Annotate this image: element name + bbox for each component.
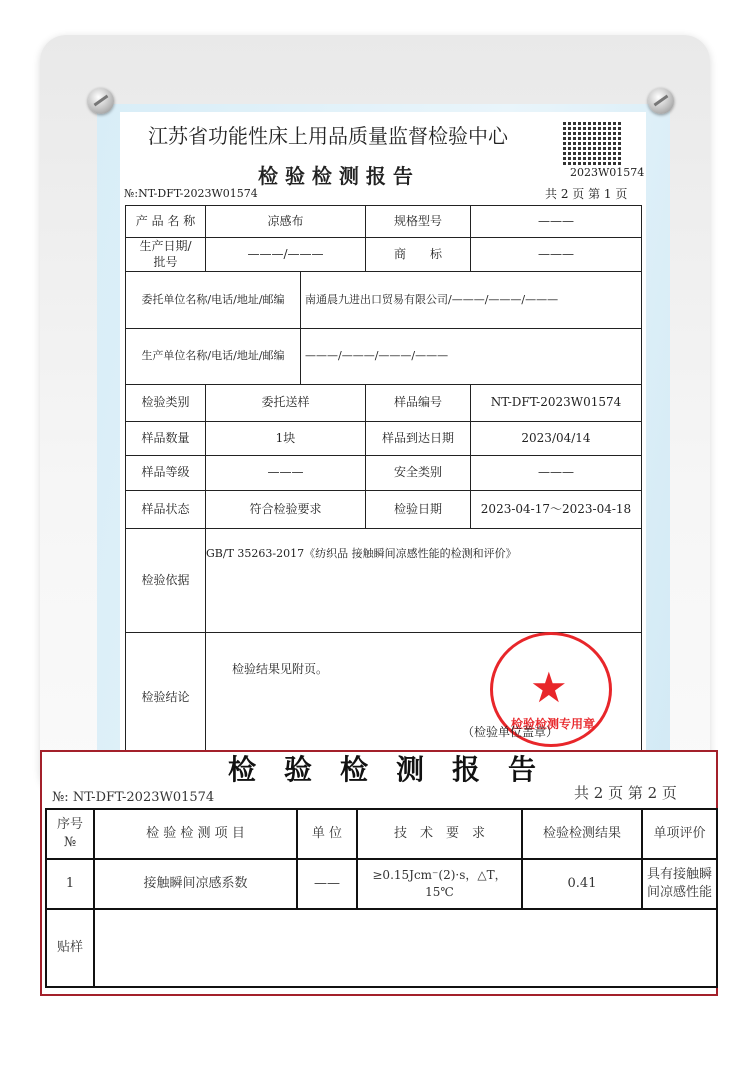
page2-page-info: 共 2 页 第 2 页 [574, 784, 677, 802]
label: 商 标 [365, 237, 471, 272]
qr-number: 2023W01574 [570, 166, 645, 179]
value: 1块 [205, 421, 366, 456]
value: NT-DFT-2023W01574 [470, 384, 642, 422]
report-page-2 [40, 750, 718, 996]
label: 检验类别 [125, 384, 206, 422]
star-icon: ★ [530, 663, 568, 712]
screw-icon [648, 88, 674, 114]
label: 产 品 名 称 [125, 205, 206, 238]
value: 符合检验要求 [205, 490, 366, 529]
label: 样品到达日期 [365, 421, 471, 456]
value: 凉感布 [205, 205, 366, 238]
header-unit: 单 位 [296, 808, 358, 860]
value: ———/——— [205, 237, 366, 272]
row-item: 接触瞬间凉感系数 [93, 858, 298, 910]
sample-label: 贴样 [45, 908, 95, 988]
conclusion-text: 检验结果见附页。 [232, 662, 329, 676]
value: GB/T 35263-2017《纺织品 接触瞬间凉感性能的检测和评价》 [205, 528, 642, 633]
report-number: №:NT-DFT-2023W01574 [124, 187, 258, 200]
label: 检验依据 [125, 528, 206, 633]
value: ——— [470, 237, 642, 272]
header-evaluation: 单项评价 [641, 808, 718, 860]
page-info: 共 2 页 第 1 页 [545, 187, 628, 201]
label: 规格型号 [365, 205, 471, 238]
value: 委托送样 [205, 384, 366, 422]
header-result: 检验检测结果 [521, 808, 643, 860]
row-no: 1 [45, 858, 95, 910]
sample-area [93, 908, 718, 988]
label: 检验日期 [365, 490, 471, 529]
row-evaluation: 具有接触瞬间凉感性能 [641, 858, 718, 910]
value: 2023-04-17～2023-04-18 [470, 490, 642, 529]
label: 样品编号 [365, 384, 471, 422]
org-name: 江苏省功能性床上用品质量监督检验中心 [148, 124, 508, 148]
screw-icon [88, 88, 114, 114]
label: 检验结论 [125, 632, 206, 762]
value: ———/———/———/——— [300, 328, 642, 385]
label: 样品等级 [125, 455, 206, 491]
value: 南通晨九进出口贸易有限公司/———/———/——— [300, 271, 642, 329]
label: 生产日期/批号 [125, 237, 206, 272]
qr-code [563, 121, 621, 165]
label: 安全类别 [365, 455, 471, 491]
header-item: 检 验 检 测 项 目 [93, 808, 298, 860]
row-unit: —— [296, 858, 358, 910]
row-result: 0.41 [521, 858, 643, 910]
label: 样品状态 [125, 490, 206, 529]
page2-title: 检 验 检 测 报 告 [228, 753, 537, 786]
seal-note: （检验单位盖章） [462, 725, 559, 739]
report-title: 检 验 检 测 报 告 [258, 164, 413, 188]
value: 2023/04/14 [470, 421, 642, 456]
label: 样品数量 [125, 421, 206, 456]
header-no: 序号 № [45, 808, 95, 860]
label: 委托单位名称/电话/地址/邮编 [125, 271, 301, 329]
header-requirement: 技 术 要 求 [356, 808, 523, 860]
value: ——— [470, 205, 642, 238]
value: ——— [470, 455, 642, 491]
row-requirement: ≥0.15Jcm⁻(2)·s，△T，15℃ [356, 858, 523, 910]
seal-center-text: 检验检测专用章 [510, 717, 595, 731]
label: 生产单位名称/电话/地址/邮编 [125, 328, 301, 385]
value: ——— [205, 455, 366, 491]
page2-report-number: №: NT-DFT-2023W01574 [52, 790, 215, 805]
